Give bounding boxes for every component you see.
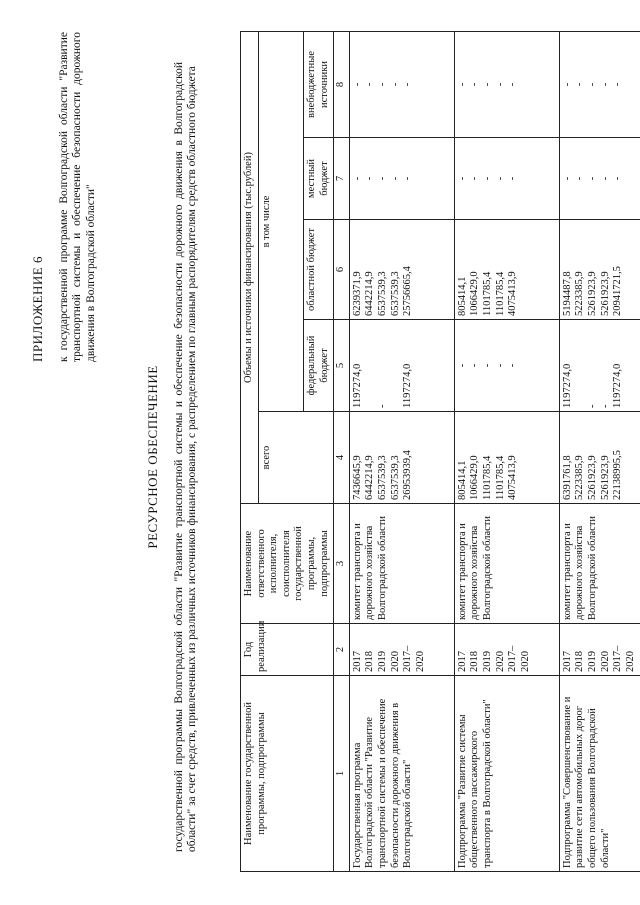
executor-cell: комитет транспорта и дорожного хозяйства Волгоградской области: [454, 504, 559, 624]
table-row: [349, 31, 454, 871]
years-cell: 2017 2018 2019 2020 2017–2020: [349, 624, 454, 676]
resource-table: [240, 31, 640, 872]
header-local: местный бюджет: [303, 138, 333, 220]
table-row: [454, 31, 559, 871]
appendix-title: ПРИЛОЖЕНИЕ 6: [30, 256, 45, 362]
years-cell: 2017 2018 2019 2020 2017–2020: [454, 624, 559, 676]
column-number: 6: [334, 220, 350, 320]
rotated-document-page: [10, 12, 636, 892]
document-title: РЕСУРСНОЕ ОБЕСПЕЧЕНИЕ: [145, 365, 160, 549]
federal-cell: 1197274,0 - 1197274,0: [349, 320, 454, 412]
federal-cell: 1197274,0 - - 1197274,0: [559, 320, 640, 412]
document-heading: [145, 62, 200, 852]
program-name: Государственная программа Волгоградской области "Развитие транспортной системы и обеспечение безопасности дорожного движения в Волгоградской области": [349, 676, 454, 872]
column-number: 3: [334, 504, 350, 624]
local-cell: - - - - -: [454, 138, 559, 220]
header-including: в том числе: [258, 31, 303, 411]
document-subtitle: государственной программы Волгоградской области "Развитие транспортной системы и обеспечение безопасности дорожного движения в Волгоградской области" за счет средств, привлеченных из различных источников финансирования, с распределением по главным распорядителям средств областного бюджета: [172, 62, 199, 852]
years-cell: 2017 2018 2019 2020 2017–2020: [559, 624, 640, 676]
local-cell: - - - - -: [559, 138, 640, 220]
column-number: 7: [334, 138, 350, 220]
appendix-block: [30, 32, 99, 362]
table-row: [559, 31, 640, 871]
header-total: всего: [258, 412, 334, 504]
total-cell: 6391761,8 5223385,9 5261923,9 5261923,9 22138995,5: [559, 412, 640, 504]
column-number: 2: [334, 624, 350, 676]
header-volumes: Объемы и источники финансирования (тыс.рублей): [241, 31, 259, 503]
header-row-1: [241, 31, 259, 871]
header-name: Наименование государственной программы, подпрограммы: [241, 676, 334, 872]
appendix-reference: к государственной программе Волгоградской области "Развитие транспортной системы и обеспечение безопасности дорожного движения в Волгоградской области": [57, 32, 98, 362]
regional-cell: 5194487,8 5223385,9 5261923,9 5261923,9 20941721,5: [559, 220, 640, 320]
header-extra: внебюджетные источники: [303, 31, 333, 137]
extra-cell: - - - - -: [349, 31, 454, 137]
extra-cell: - - - - -: [454, 31, 559, 137]
column-number: 4: [334, 412, 350, 504]
local-cell: - - - - -: [349, 138, 454, 220]
total-cell: 7436645,9 6442214,9 6537539,3 6537539,3 26953939,4: [349, 412, 454, 504]
header-federal: федеральный бюджет: [303, 320, 333, 412]
header-executor: Наименование ответственного исполнителя, соисполнителя государственной программы, подпрограммы: [241, 504, 334, 624]
program-name: Подпрограмма "Развитие системы общественного пассажирского транспорта в Волгоградской области": [454, 676, 559, 872]
program-name: Подпрограмма "Совершенствование и развитие сети автомобильных дорог общего пользования Волгоградской области": [559, 676, 640, 872]
federal-cell: - - - - -: [454, 320, 559, 412]
column-number: 5: [334, 320, 350, 412]
column-number: 8: [334, 31, 350, 137]
regional-cell: 805414,1 1066429,0 1101785,4 1101785,4 4075413,9: [454, 220, 559, 320]
column-number: 1: [334, 676, 350, 872]
header-year: Год реализации: [241, 624, 334, 676]
total-cell: 805414,1 1066429,0 1101785,4 1101785,4 4075413,9: [454, 412, 559, 504]
executor-cell: комитет транспорта и дорожного хозяйства Волгоградской области: [559, 504, 640, 624]
regional-cell: 6239371,9 6442214,9 6537539,3 6537539,3 25756665,4: [349, 220, 454, 320]
executor-cell: комитет транспорта и дорожного хозяйства Волгоградской области: [349, 504, 454, 624]
header-regional: областной бюджет: [303, 220, 333, 320]
column-number-row: [334, 31, 350, 871]
extra-cell: - - - - -: [559, 31, 640, 137]
